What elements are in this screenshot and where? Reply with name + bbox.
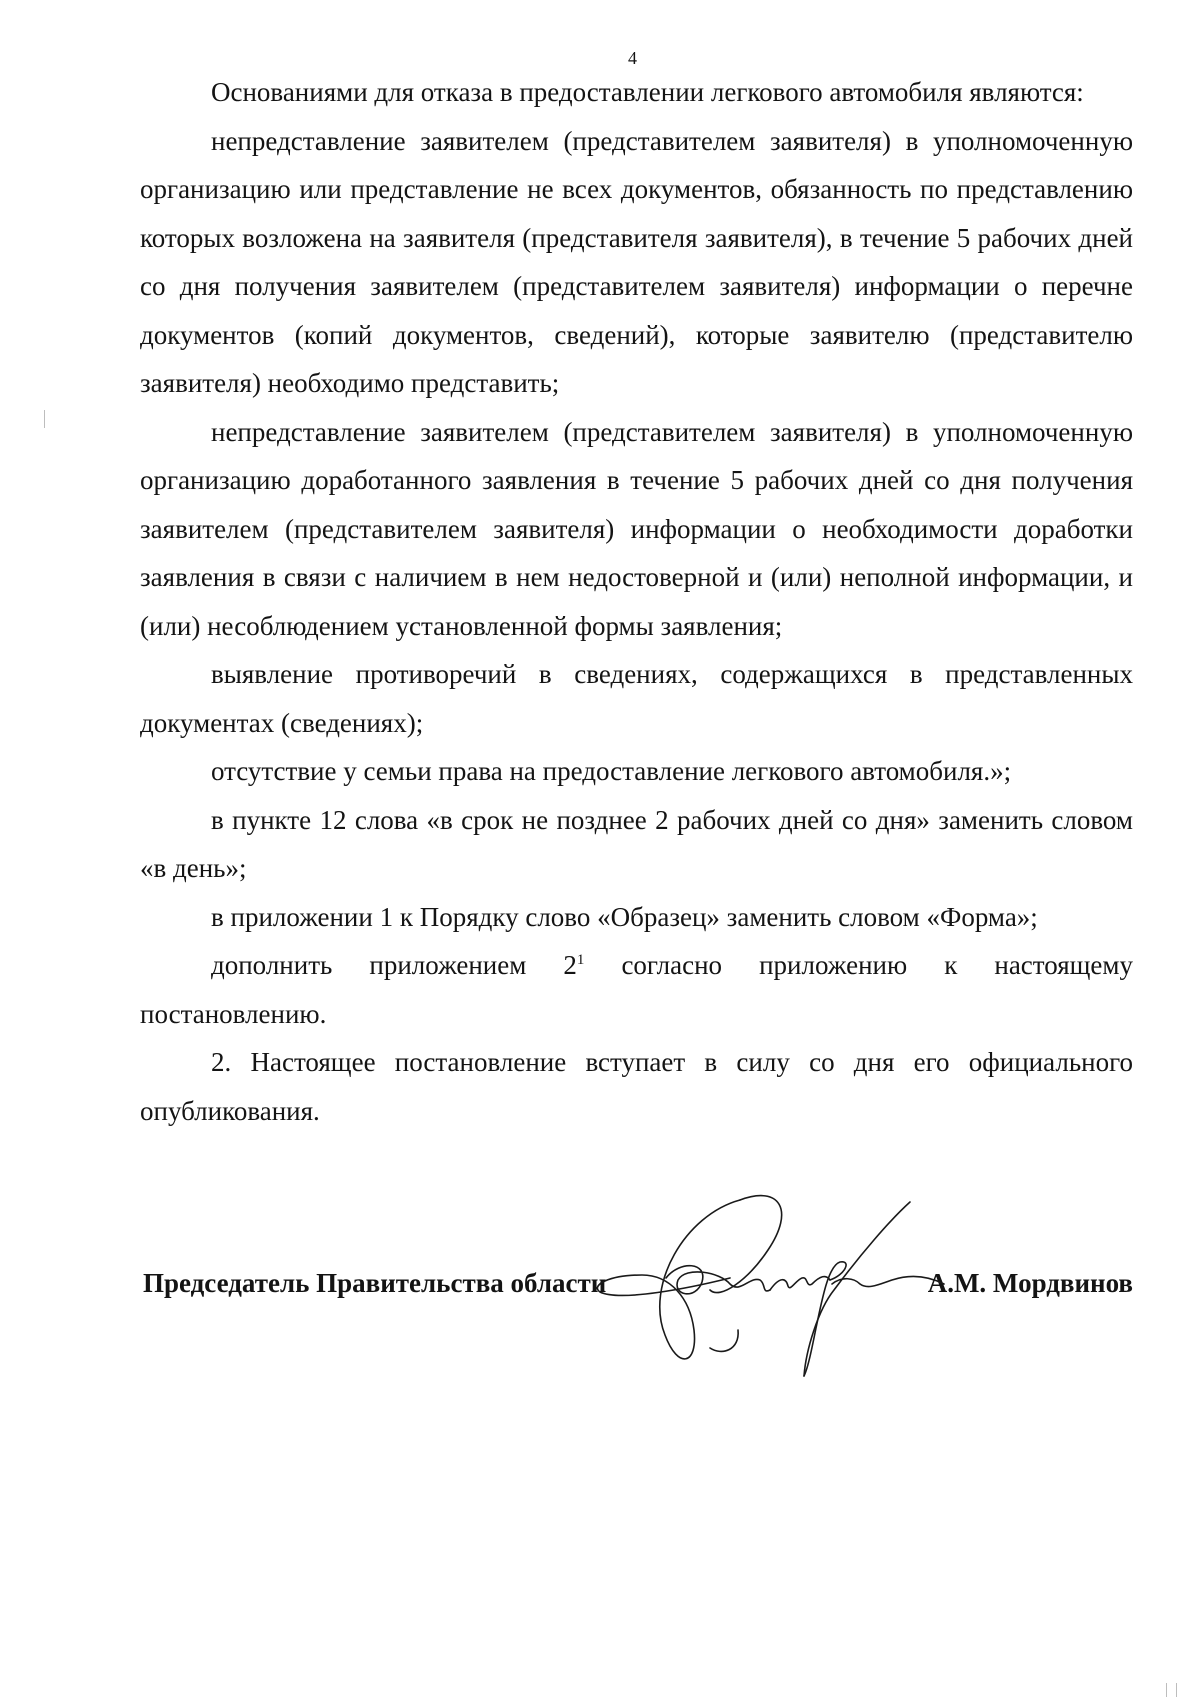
appendix-superscript: 1: [576, 952, 585, 968]
paragraph-refusal-grounds: Основаниями для отказа в предоставлении легкового автомобиля являются:: [211, 77, 1084, 107]
paragraph-contradictions: выявление противоречий в сведениях, содержащихся в представленных документах (сведениях);: [140, 659, 1133, 738]
page-number: 4: [628, 48, 637, 68]
handwritten-signature: [590, 1180, 950, 1380]
paragraph-documents-not-submitted: непредставление заявителем (представителем заявителя) в уполномоченную организацию или представление не всех документов, обязанность по представлению которых возложена на заявителя (представителя заявителя), в течение 5 рабочих дней со дня получения заявителем (представителем заявителя) информации о перечне документов (копий документов, сведений), которые заявителю (представителю заявителя) необходимо представить;: [140, 125, 1133, 398]
paragraph-appendix-1: в приложении 1 к Порядку слово «Образец» заменить словом «Форма»;: [211, 901, 1038, 932]
paragraph-point-12: в пункте 12 слова «в срок не позднее 2 рабочих дней со дня» заменить словом «в день»;: [140, 804, 1133, 883]
appendix-text-before: дополнить приложением 2: [211, 950, 577, 980]
scan-mark-bottom-2: [1176, 1683, 1177, 1697]
paragraph-revised-application: непредставление заявителем (представителем заявителя) в уполномоченную организацию доработанного заявления в течение 5 рабочих дней со дня получения заявителем (представителем заявителя) информации о необходимости доработки заявления в связи с наличием в нем недостоверной и (или) неполной информации, и (или) несоблюдением установленной формы заявления;: [140, 416, 1133, 641]
document-body: [140, 68, 1133, 1135]
appendix-text-after: согласно приложению к настоящему постановлению.: [140, 950, 1133, 1029]
signatory-title: Председатель Правительства области: [143, 1268, 607, 1298]
paragraph-effective-date: 2. Настоящее постановление вступает в силу со дня его официального опубликования.: [140, 1047, 1133, 1126]
paragraph-no-right: отсутствие у семьи права на предоставление легкового автомобиля.»;: [211, 756, 1012, 786]
scan-mark-left: [44, 410, 45, 428]
scan-mark-bottom-1: [1166, 1683, 1167, 1697]
signatory-name: А.М. Мордвинов: [927, 1268, 1133, 1298]
paragraph-appendix-2-1: [140, 941, 1133, 1038]
